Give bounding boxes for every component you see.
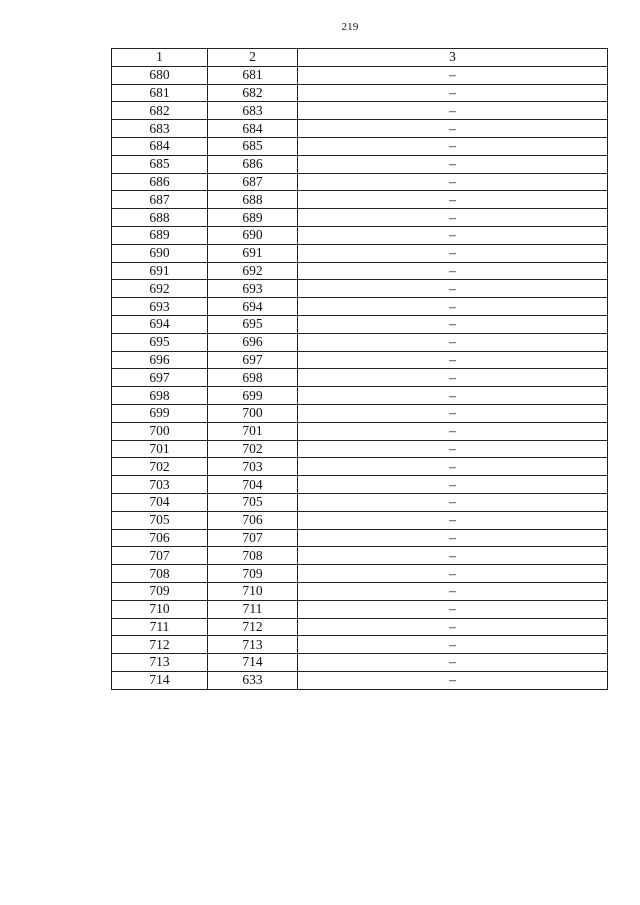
table-row: [112, 476, 608, 494]
table-row: [112, 84, 608, 102]
cell-col-2: 711: [208, 600, 298, 618]
cell-col-2: 714: [208, 654, 298, 672]
cell-col-2: 684: [208, 120, 298, 138]
table-header-row: [112, 49, 608, 67]
cell-col-1: 709: [112, 582, 208, 600]
table-row: [112, 671, 608, 689]
cell-col-2: 695: [208, 315, 298, 333]
cell-col-1: 704: [112, 493, 208, 511]
cell-col-3: –: [298, 618, 608, 636]
cell-col-2: 701: [208, 422, 298, 440]
cell-col-2: 697: [208, 351, 298, 369]
cell-col-2: 709: [208, 565, 298, 583]
table-row: [112, 636, 608, 654]
cell-col-2: 698: [208, 369, 298, 387]
cell-col-1: 692: [112, 280, 208, 298]
cell-col-1: 685: [112, 155, 208, 173]
table-row: [112, 209, 608, 227]
cell-col-2: 691: [208, 244, 298, 262]
cell-col-1: 682: [112, 102, 208, 120]
table-row: [112, 155, 608, 173]
table-row: [112, 244, 608, 262]
cell-col-2: 700: [208, 404, 298, 422]
cell-col-3: –: [298, 458, 608, 476]
table-row: [112, 422, 608, 440]
cell-col-3: –: [298, 226, 608, 244]
cell-col-3: –: [298, 476, 608, 494]
cell-col-3: –: [298, 351, 608, 369]
cell-col-2: 713: [208, 636, 298, 654]
cell-col-2: 687: [208, 173, 298, 191]
cell-col-3: –: [298, 173, 608, 191]
cell-col-3: –: [298, 565, 608, 583]
cell-col-1: 705: [112, 511, 208, 529]
cell-col-3: –: [298, 155, 608, 173]
table-row: [112, 226, 608, 244]
column-header-2: 2: [208, 49, 298, 67]
cell-col-2: 683: [208, 102, 298, 120]
cell-col-1: 699: [112, 404, 208, 422]
cell-col-2: 702: [208, 440, 298, 458]
cell-col-3: –: [298, 404, 608, 422]
table-row: [112, 369, 608, 387]
cell-col-3: –: [298, 582, 608, 600]
table-row: [112, 618, 608, 636]
table-row: [112, 565, 608, 583]
cell-col-1: 690: [112, 244, 208, 262]
column-header-1: 1: [112, 49, 208, 67]
cell-col-3: –: [298, 422, 608, 440]
table-row: [112, 387, 608, 405]
cell-col-1: 689: [112, 226, 208, 244]
table-row: [112, 458, 608, 476]
cell-col-2: 685: [208, 137, 298, 155]
cell-col-1: 713: [112, 654, 208, 672]
cell-col-2: 688: [208, 191, 298, 209]
cell-col-3: –: [298, 600, 608, 618]
cell-col-2: 682: [208, 84, 298, 102]
cell-col-3: –: [298, 654, 608, 672]
cell-col-3: –: [298, 547, 608, 565]
table-row: [112, 262, 608, 280]
cell-col-3: –: [298, 671, 608, 689]
cell-col-1: 688: [112, 209, 208, 227]
page-number: 219: [341, 21, 359, 33]
cell-col-2: 704: [208, 476, 298, 494]
column-header-3: 3: [298, 49, 608, 67]
table-row: [112, 493, 608, 511]
cell-col-1: 696: [112, 351, 208, 369]
cell-col-3: –: [298, 120, 608, 138]
cell-col-3: –: [298, 66, 608, 84]
cell-col-2: 708: [208, 547, 298, 565]
cell-col-2: 694: [208, 298, 298, 316]
cell-col-1: 693: [112, 298, 208, 316]
cell-col-1: 687: [112, 191, 208, 209]
table-row: [112, 529, 608, 547]
cell-col-3: –: [298, 102, 608, 120]
cell-col-1: 700: [112, 422, 208, 440]
cell-col-3: –: [298, 511, 608, 529]
cell-col-3: –: [298, 298, 608, 316]
cell-col-2: 706: [208, 511, 298, 529]
table-row: [112, 137, 608, 155]
cell-col-3: –: [298, 440, 608, 458]
cell-col-1: 712: [112, 636, 208, 654]
cell-col-2: 712: [208, 618, 298, 636]
cell-col-3: –: [298, 369, 608, 387]
table-row: [112, 173, 608, 191]
cell-col-3: –: [298, 84, 608, 102]
cell-col-3: –: [298, 493, 608, 511]
cell-col-1: 708: [112, 565, 208, 583]
table-body: [112, 66, 608, 689]
cell-col-3: –: [298, 244, 608, 262]
cell-col-3: –: [298, 262, 608, 280]
cell-col-1: 698: [112, 387, 208, 405]
table-row: [112, 298, 608, 316]
cell-col-2: 710: [208, 582, 298, 600]
cell-col-3: –: [298, 191, 608, 209]
cell-col-1: 680: [112, 66, 208, 84]
table-row: [112, 315, 608, 333]
cell-col-2: 633: [208, 671, 298, 689]
cell-col-2: 692: [208, 262, 298, 280]
cell-col-3: –: [298, 636, 608, 654]
cell-col-1: 714: [112, 671, 208, 689]
cell-col-1: 701: [112, 440, 208, 458]
table-row: [112, 191, 608, 209]
cell-col-1: 681: [112, 84, 208, 102]
cell-col-2: 689: [208, 209, 298, 227]
cell-col-1: 710: [112, 600, 208, 618]
cell-col-1: 711: [112, 618, 208, 636]
cell-col-1: 703: [112, 476, 208, 494]
table-row: [112, 120, 608, 138]
table-row: [112, 511, 608, 529]
cell-col-1: 695: [112, 333, 208, 351]
cell-col-3: –: [298, 209, 608, 227]
table-row: [112, 333, 608, 351]
cell-col-2: 681: [208, 66, 298, 84]
cell-col-2: 699: [208, 387, 298, 405]
table-row: [112, 582, 608, 600]
cell-col-2: 707: [208, 529, 298, 547]
cell-col-2: 690: [208, 226, 298, 244]
table-row: [112, 102, 608, 120]
cell-col-2: 703: [208, 458, 298, 476]
table-row: [112, 547, 608, 565]
table-row: [112, 654, 608, 672]
table-row: [112, 66, 608, 84]
cell-col-1: 702: [112, 458, 208, 476]
cell-col-3: –: [298, 137, 608, 155]
data-table: [111, 48, 608, 690]
cell-col-2: 693: [208, 280, 298, 298]
cell-col-3: –: [298, 387, 608, 405]
cell-col-1: 707: [112, 547, 208, 565]
cell-col-3: –: [298, 315, 608, 333]
table-row: [112, 440, 608, 458]
cell-col-1: 684: [112, 137, 208, 155]
cell-col-3: –: [298, 280, 608, 298]
cell-col-1: 694: [112, 315, 208, 333]
cell-col-1: 691: [112, 262, 208, 280]
cell-col-2: 696: [208, 333, 298, 351]
table-row: [112, 404, 608, 422]
cell-col-2: 686: [208, 155, 298, 173]
cell-col-1: 706: [112, 529, 208, 547]
table-row: [112, 351, 608, 369]
cell-col-3: –: [298, 529, 608, 547]
cell-col-1: 697: [112, 369, 208, 387]
cell-col-1: 686: [112, 173, 208, 191]
cell-col-2: 705: [208, 493, 298, 511]
cell-col-3: –: [298, 333, 608, 351]
cell-col-1: 683: [112, 120, 208, 138]
table-row: [112, 280, 608, 298]
table-row: [112, 600, 608, 618]
